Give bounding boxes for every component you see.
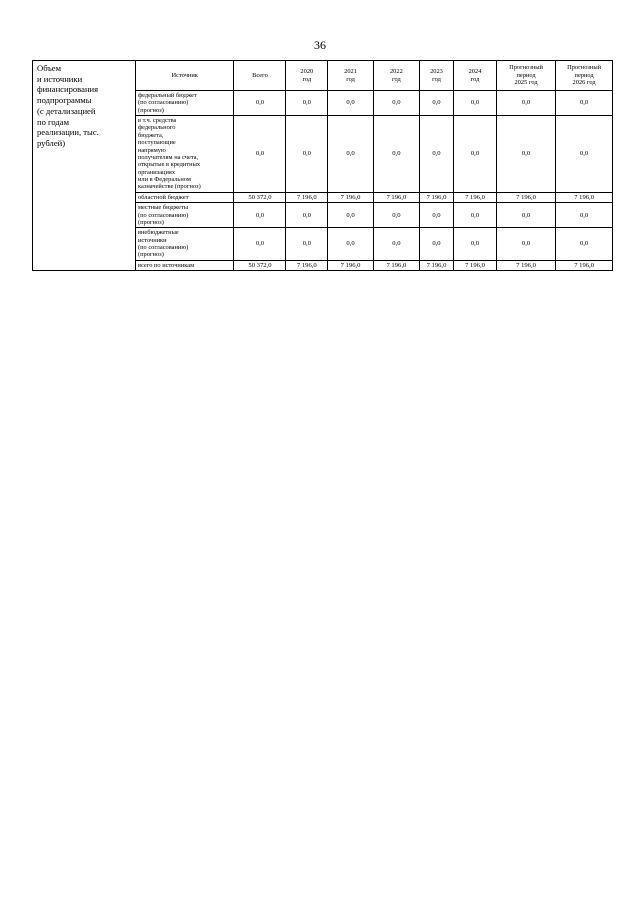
subprogram-funding-table	[32, 60, 613, 271]
value-cell: 0,0	[556, 91, 612, 116]
value-cell: 7 196,0	[328, 260, 374, 270]
source-cell: местные бюджеты (по согласованию) (прогноз)	[136, 203, 234, 228]
value-cell: 0,0	[419, 91, 453, 116]
source-cell: в т.ч. средства федерального бюджета, поступающие напрямую получателям на счета, открытые в кредитных организациях или в Федеральном казначействе (прогноз)	[136, 116, 234, 193]
value-cell: 7 196,0	[496, 260, 555, 270]
header-2024: 2024 год	[454, 61, 497, 91]
value-cell: 7 196,0	[419, 192, 453, 203]
header-total: Всего	[234, 61, 286, 91]
value-cell: 0,0	[328, 91, 374, 116]
value-cell: 0,0	[286, 203, 328, 228]
value-cell: 0,0	[373, 203, 419, 228]
value-cell: 0,0	[454, 91, 497, 116]
value-cell: 7 196,0	[286, 260, 328, 270]
value-cell: 0,0	[419, 116, 453, 193]
value-cell: 0,0	[454, 228, 497, 260]
header-row	[136, 61, 612, 91]
source-cell: областной бюджет	[136, 192, 234, 203]
value-cell: 0,0	[373, 91, 419, 116]
value-cell: 7 196,0	[496, 192, 555, 203]
value-cell: 0,0	[328, 116, 374, 193]
value-cell: 0,0	[556, 228, 612, 260]
value-cell: 0,0	[454, 116, 497, 193]
value-cell: 0,0	[328, 203, 374, 228]
table-row	[136, 228, 612, 260]
value-cell: 0,0	[286, 228, 328, 260]
value-cell: 0,0	[373, 116, 419, 193]
value-cell: 0,0	[496, 203, 555, 228]
source-cell: федеральный бюджет (по согласованию) (прогноз)	[136, 91, 234, 116]
page-number: 36	[314, 38, 326, 52]
value-cell: 50 372,0	[234, 192, 286, 203]
funding-data-table	[136, 61, 612, 270]
value-cell: 7 196,0	[419, 260, 453, 270]
table-row	[136, 116, 612, 193]
value-cell: 7 196,0	[556, 192, 612, 203]
value-cell: 0,0	[373, 228, 419, 260]
funding-data-cell	[136, 61, 613, 271]
value-cell: 0,0	[496, 91, 555, 116]
value-cell: 7 196,0	[454, 260, 497, 270]
value-cell: 0,0	[454, 203, 497, 228]
header-source: Источник	[136, 61, 234, 91]
value-cell: 7 196,0	[556, 260, 612, 270]
value-cell: 0,0	[234, 228, 286, 260]
value-cell: 0,0	[234, 91, 286, 116]
header-2022: 2022 год	[373, 61, 419, 91]
value-cell: 0,0	[286, 91, 328, 116]
funding-label: Объем и источники финансирования подпрограммы (с детализацией по годам реализации, тыс. рублей)	[37, 63, 99, 149]
value-cell: 0,0	[496, 116, 555, 193]
value-cell: 7 196,0	[328, 192, 374, 203]
value-cell: 7 196,0	[454, 192, 497, 203]
value-cell: 7 196,0	[373, 192, 419, 203]
header-2021: 2021 год	[328, 61, 374, 91]
value-cell: 0,0	[286, 116, 328, 193]
table-row	[136, 203, 612, 228]
table-row	[136, 192, 612, 203]
value-cell: 0,0	[234, 203, 286, 228]
value-cell: 0,0	[496, 228, 555, 260]
value-cell: 0,0	[419, 228, 453, 260]
value-cell: 0,0	[556, 116, 612, 193]
funding-label-cell	[33, 61, 136, 271]
value-cell: 0,0	[234, 116, 286, 193]
source-cell: всего по источникам	[136, 260, 234, 270]
header-2026: Прогнозный период 2026 год	[556, 61, 612, 91]
value-cell: 0,0	[419, 203, 453, 228]
header-2025: Прогнозный период 2025 год	[496, 61, 555, 91]
value-cell: 7 196,0	[373, 260, 419, 270]
header-2023: 2023 год	[419, 61, 453, 91]
value-cell: 0,0	[556, 203, 612, 228]
value-cell: 0,0	[328, 228, 374, 260]
value-cell: 7 196,0	[286, 192, 328, 203]
source-cell: внебюджетные источники (по согласованию) (прогноз)	[136, 228, 234, 260]
table-row-total	[136, 260, 612, 270]
table-row	[136, 91, 612, 116]
value-cell: 50 372,0	[234, 260, 286, 270]
header-2020: 2020 год	[286, 61, 328, 91]
